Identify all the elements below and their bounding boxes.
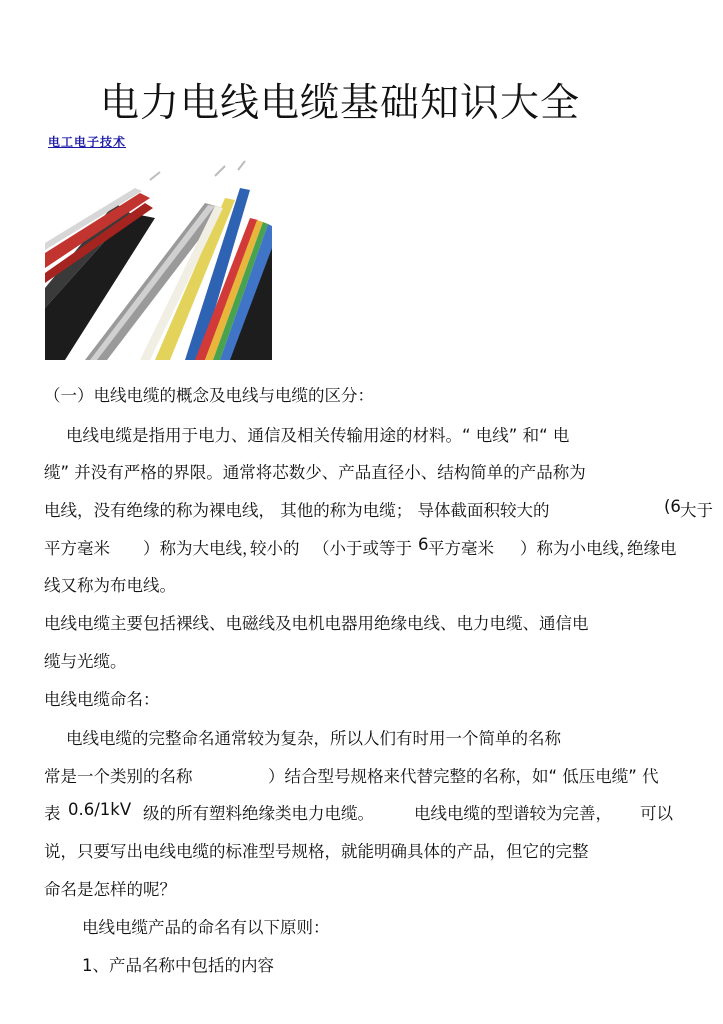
subheading: 电线电缆命名：	[44, 690, 160, 709]
para-fragment: （小于或等于	[313, 539, 412, 558]
para-fragment: 表	[44, 804, 61, 823]
para-fragment: 常是一个类别的名称	[44, 767, 193, 786]
para-fragment: 电线电缆的型谱较为完善，	[414, 804, 612, 823]
para-line: 电线，没有绝缘的称为裸电线， 其他的称为电缆； 导体截面积较大的	[44, 501, 550, 520]
para-fragment: 级的所有塑料绝缘类电力电缆。	[143, 804, 374, 823]
para-fragment: 大于	[680, 501, 713, 520]
section-heading: （一）电线电缆的概念及电线与电缆的区分：	[44, 386, 374, 405]
para-line: 说，只要写出电线电缆的标准型号规格，就能明确具体的产品，但它的完整	[44, 842, 589, 861]
para-fragment: (6	[664, 497, 681, 516]
para-line: 电线电缆主要包括裸线、电磁线及电机电器用绝缘电线、电力电缆、通信电	[44, 614, 589, 633]
para-fragment: 绝缘电	[627, 539, 677, 558]
cable-photo	[45, 158, 272, 360]
para-fragment: ）称为小电线，	[520, 539, 636, 558]
para-fragment: 6	[418, 535, 429, 554]
para-line: 电线电缆产品的命名有以下原则：	[82, 918, 330, 937]
para-line: 线又称为布电线。	[44, 576, 176, 595]
para-fragment: ）结合型号规格来代替完整的名称，如“ 低压电缆” 代	[268, 767, 659, 786]
source-link[interactable]: 电工电子技术	[48, 135, 127, 149]
para-fragment: ）称为大电线，	[143, 539, 259, 558]
para-fragment: 较小的	[250, 539, 300, 558]
para-fragment: 平方毫米	[428, 539, 494, 558]
para-line: 缆与光缆。	[44, 652, 127, 671]
para-line: 命名是怎样的呢？	[44, 880, 176, 899]
para-fragment: 平方毫米	[44, 539, 110, 558]
para-fragment: 0.6/1kV	[68, 800, 132, 819]
para-line: 电线电缆是指用于电力、通信及相关传输用途的材料。“ 电线” 和“ 电	[66, 426, 570, 445]
para-line: 电线电缆的完整命名通常较为复杂，所以人们有时用一个简单的名称	[66, 729, 561, 748]
para-line: 缆” 并没有严格的界限。通常将芯数少、产品直径小、结构简单的产品称为	[44, 463, 586, 482]
document-title: 电力电线电缆基础知识大全	[100, 81, 581, 126]
para-fragment: 可以	[640, 804, 673, 823]
list-item: 1、产品名称中包括的内容	[82, 956, 274, 975]
